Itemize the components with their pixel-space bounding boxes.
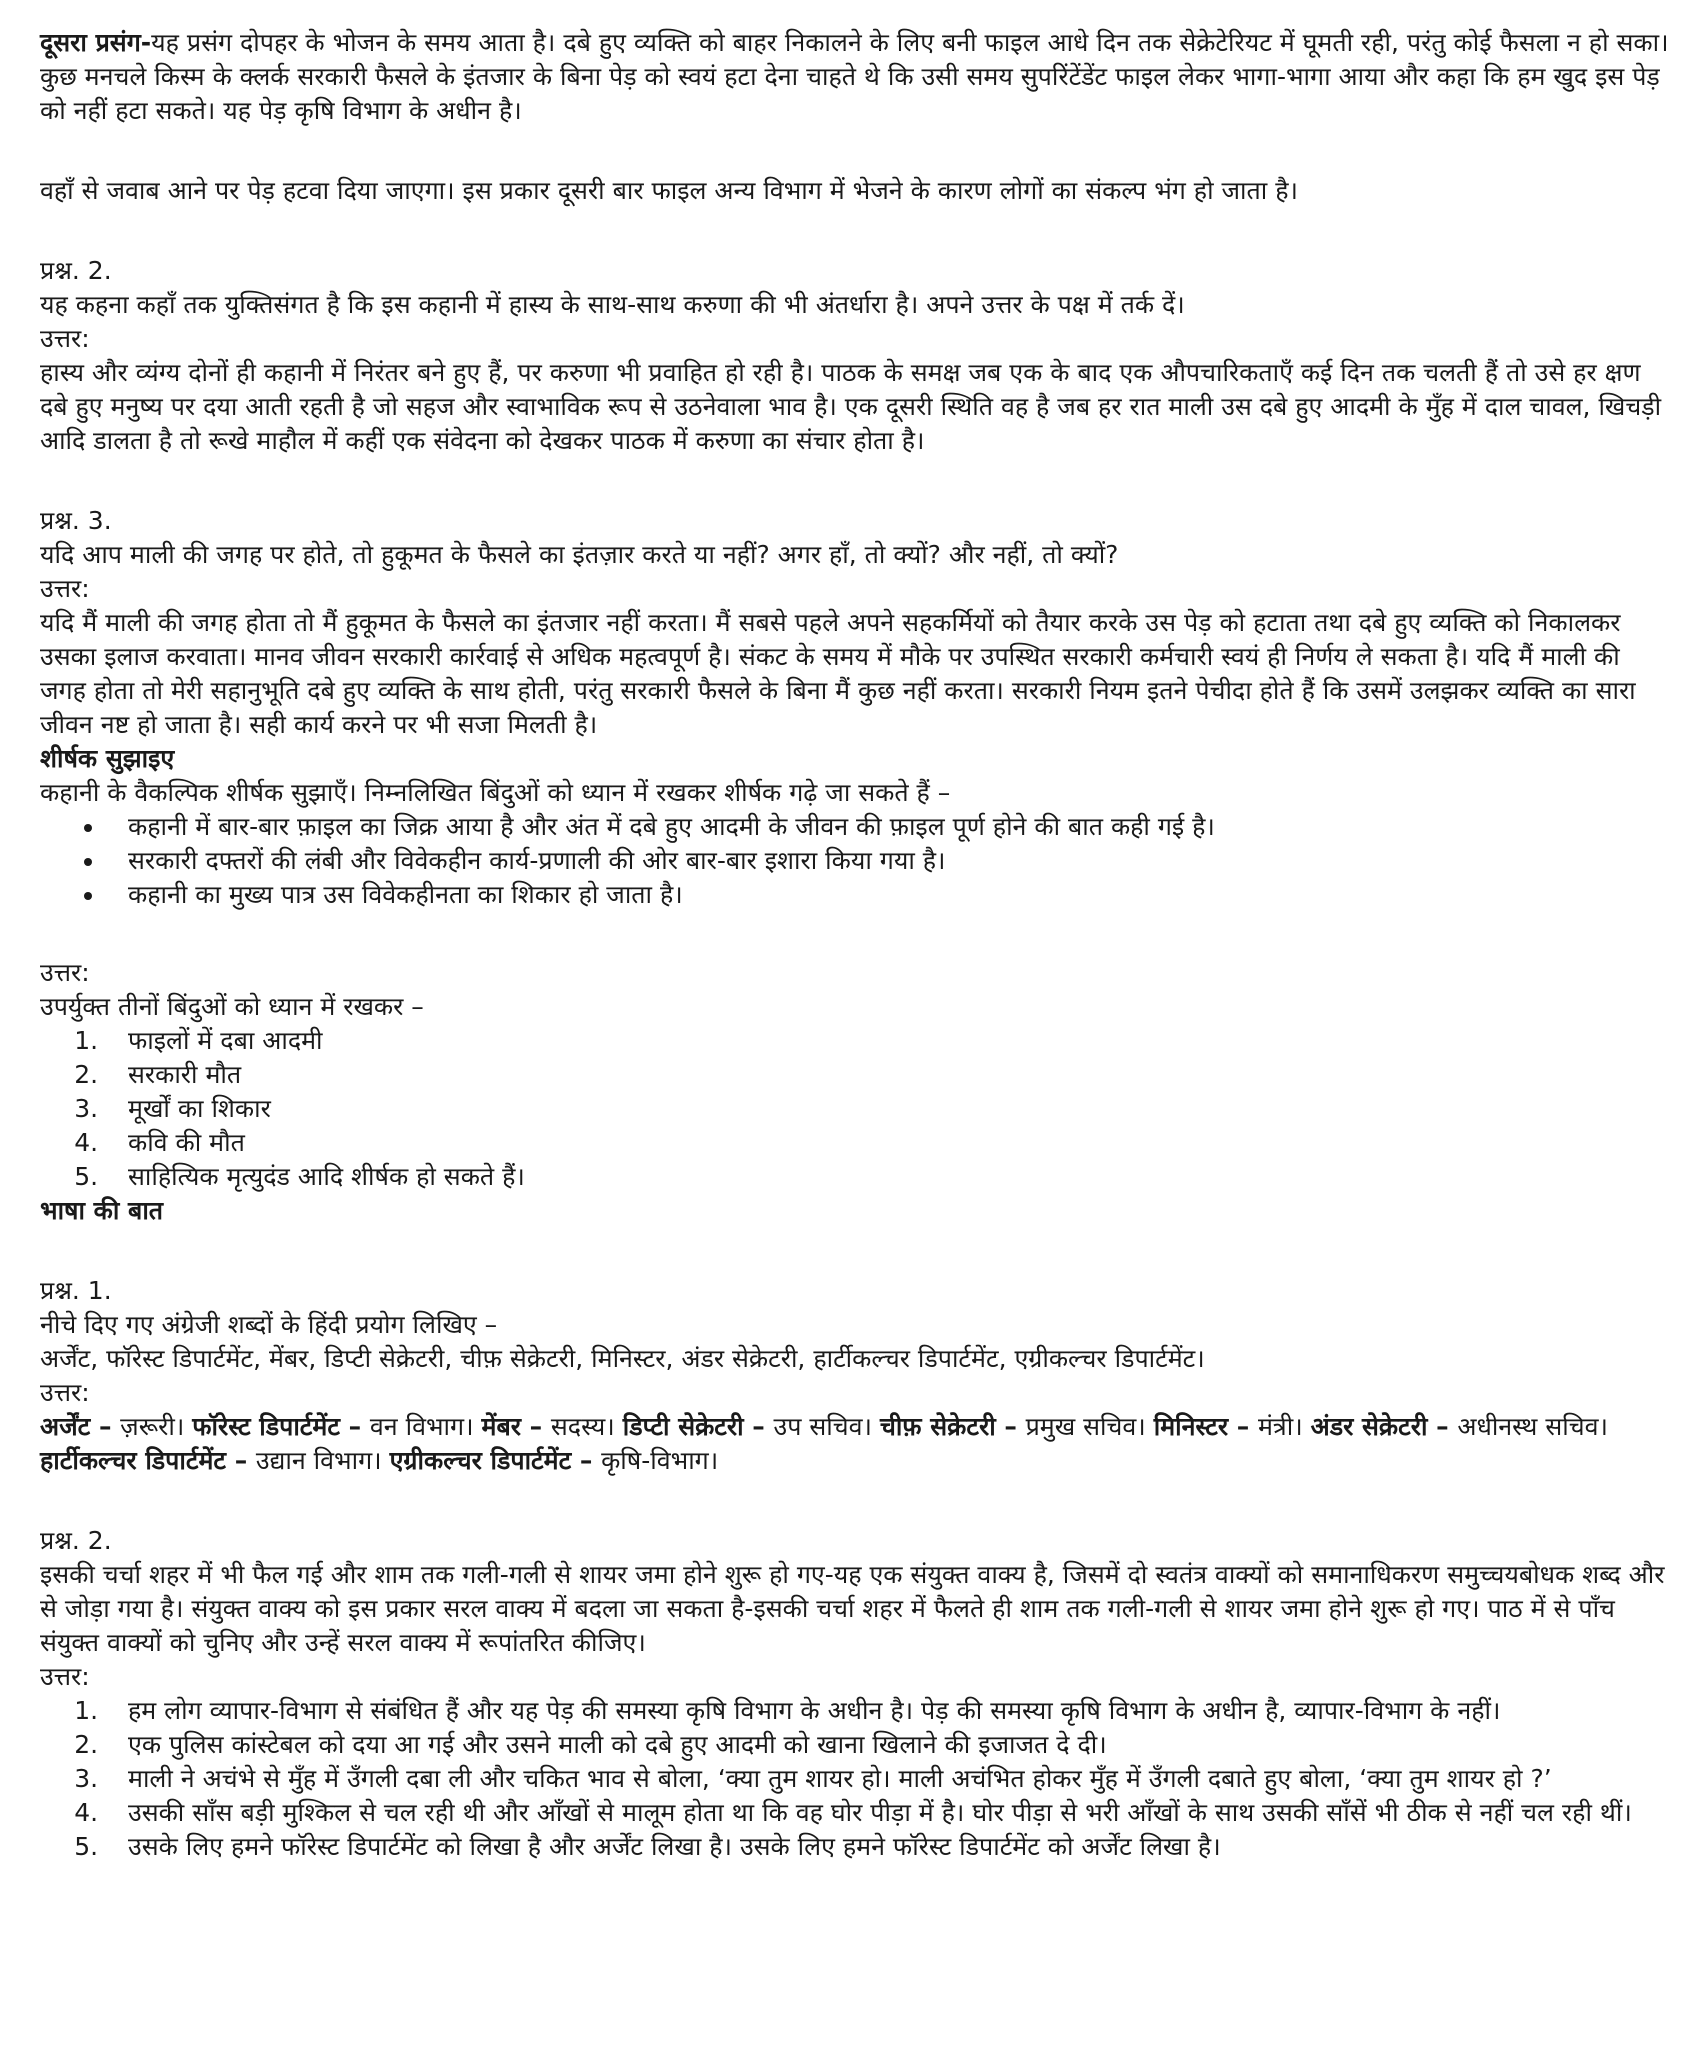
term-en: डिप्टी सेक्रेटरी – [622,1412,774,1441]
q3-answer: यदि मैं माली की जगह होता तो मैं हुकूमत के फैसले का इंतजार नहीं करता। मैं सबसे पहले अपने सहकर्मियों को तैयार करके उस पेड़ को हटाता तथा दबे हुए व्यक्ति को निकालकर उसका इलाज करवाता। मानव जीवन सरकारी कार्रवाई से अधिक महत्वपूर्ण है। संकट के समय में मौके पर उपस्थित सरकारी कर्मचारी स्वयं ही निर्णय ले सकता है। यदि मैं माली की जगह होता तो मेरी सहानुभूति दबे हुए व्यक्ति के साथ होती, परंतु सरकारी फैसले के बिना मैं कुछ नहीं करता। सरकारी नियम इतने पेचीदा होते हैं कि उसमें उलझकर व्यक्ति का सारा जीवन नष्ट हो जाता है। सही कार्य करने पर भी सजा मिलती है। [40,608,1636,739]
list-item: 2. एक पुलिस कांस्टेबल को दया आ गई और उसने माली को दबे हुए आदमी को खाना खिलाने की इजाजत दे दी। [106,1728,1670,1762]
term-hi: प्रमुख सचिव। [1025,1412,1146,1441]
q2-question: यह कहना कहाँ तक युक्तिसंगत है कि इस कहानी में हास्य के साथ-साथ करुणा की भी अंतर्धारा है। अपने उत्तर के पक्ष में तर्क दें। [40,290,1185,319]
q3-label: प्रश्न. 3. [40,506,112,535]
q2-answer: हास्य और व्यंग्य दोनों ही कहानी में निरंतर बने हुए हैं, पर करुणा भी प्रवाहित हो रही है। पाठक के समक्ष जब एक के बाद एक औपचारिकताएँ कई दिन तक चलती हैं तो उसे हर क्षण दबे हुए मनुष्य पर दया आती रहती है जो सहज और स्वाभाविक रूप से उठनेवाला भाव है। एक दूसरी स्थिति वह है जब हर रात माली उस दबे हुए आदमी के मुँह में दाल चावल, खिचड़ी आदि डालता है तो रूखे माहौल में कहीं एक संवेदना को देखकर पाठक में करुणा का संचार होता है। [40,358,1662,455]
term-en: एग्रीकल्चर डिपार्टमेंट – [389,1446,602,1475]
title-section-heading: शीर्षक सुझाइए [40,744,175,773]
q3-question: यदि आप माली की जगह पर होते, तो हुकूमत के फैसले का इंतज़ार करते या नहीं? अगर हाँ, तो क्यों? और नहीं, तो क्यों? [40,540,1119,569]
title-section-intro: कहानी के वैकल्पिक शीर्षक सुझाएँ। निम्नलिखित बिंदुओं को ध्यान में रखकर शीर्षक गढ़े जा सकते हैं – [40,778,951,807]
term-hi: सदस्य। [550,1412,615,1441]
language-section-heading: भाषा की बात [40,1196,164,1225]
lang-q1-answer-label: उत्तर: [40,1378,90,1407]
term-hi: ज़रूरी। [120,1412,185,1441]
term-en: मिनिस्टर – [1153,1412,1258,1441]
term-hi: कृषि-विभाग। [601,1446,719,1475]
term-en: चीफ़ सेक्रेटरी – [879,1412,1026,1441]
title-answer-intro: उपर्युक्त तीनों बिंदुओं को ध्यान में रखकर – [40,992,424,1021]
list-item: 4. कवि की मौत [106,1126,1670,1160]
list-item: 2. सरकारी मौत [106,1058,1670,1092]
list-item: 3. मूर्खों का शिकार [106,1092,1670,1126]
list-item: 5. साहित्यिक मृत्युदंड आदि शीर्षक हो सकते हैं। [106,1160,1670,1194]
term-hi: अधीनस्थ सचिव। [1457,1412,1608,1441]
lang-q2-question: इसकी चर्चा शहर में भी फैल गई और शाम तक गली-गली से शायर जमा होने शुरू हो गए-यह एक संयुक्त वाक्य है, जिसमें दो स्वतंत्र वाक्यों को समानाधिकरण समुच्चयबोधक शब्द और से जोड़ा गया है। संयुक्त वाक्य को इस प्रकार सरल वाक्य में बदला जा सकता है-इसकी चर्चा शहर में फैलते ही शाम तक गली-गली से शायर जमा होने शुरू हो गए। पाठ में से पाँच संयुक्त वाक्यों को चुनिए और उन्हें सरल वाक्य में रूपांतरित कीजिए। [40,1560,1665,1657]
term-en: हार्टीकल्चर डिपार्टमेंट – [40,1446,256,1475]
lang-q1-question: नीचे दिए गए अंग्रेजी शब्दों के हिंदी प्रयोग लिखिए – [40,1310,498,1339]
term-hi: वन विभाग। [369,1412,474,1441]
title-bullet-list [40,810,1670,912]
list-item: 5. उसके लिए हमने फॉरेस्ट डिपार्टमेंट को लिखा है और अर्जेंट लिखा है। उसके लिए हमने फॉरेस्ट डिपार्टमेंट को अर्जेंट लिखा है। [106,1830,1670,1864]
term-hi: उद्यान विभाग। [255,1446,382,1475]
term-hi: मंत्री। [1257,1412,1303,1441]
lang-q2-answer-list [40,1694,1670,1864]
list-item: 1. फाइलों में दबा आदमी [106,1024,1670,1058]
list-item: • सरकारी दफ्तरों की लंबी और विवेकहीन कार्य-प्रणाली की ओर बार-बार इशारा किया गया है। [106,844,1670,878]
lang-q1-label: प्रश्न. 1. [40,1276,112,1305]
list-item: 3. माली ने अचंभे से मुँह में उँगली दबा ली और चकित भाव से बोला, ‘क्या तुम शायर हो। माली अचंभित होकर मुँह में उँगली दबाते हुए बोला, ‘क्या तुम शायर हो ?’ [106,1762,1670,1796]
title-suggestions-list [40,1024,1670,1194]
intro-text: यह प्रसंग दोपहर के भोजन के समय आता है। दबे हुए व्यक्ति को बाहर निकालने के लिए बनी फाइल आधे दिन तक सेक्रेटेरियट में घूमती रही, परंतु कोई फैसला न हो सका। कुछ मनचले किस्म के क्लर्क सरकारी फैसले के इंतजार के बिना पेड़ को स्वयं हटा देना चाहते थे कि उसी समय सुपरिंटेंडेंट फाइल लेकर भागा-भागा आया और कहा कि हम खुद इस पेड़ को नहीं हटा सकते। यह पेड़ कृषि विभाग के अधीन है। [40,28,1669,125]
q2-answer-label: उत्तर: [40,324,90,353]
lang-q2-label: प्रश्न. 2. [40,1526,112,1555]
term-en: अंडर सेक्रेटरी – [1310,1412,1458,1441]
document-page [40,26,1670,1864]
list-item: • कहानी का मुख्य पात्र उस विवेकहीनता का शिकार हो जाता है। [106,878,1670,912]
term-en: फॉरेस्ट डिपार्टमेंट – [192,1412,370,1441]
term-hi: उप सचिव। [773,1412,872,1441]
list-item: • कहानी में बार-बार फ़ाइल का जिक्र आया है और अंत में दबे हुए आदमी के जीवन की फ़ाइल पूर्ण होने की बात कही गई है। [106,810,1670,844]
list-item: 4. उसकी साँस बड़ी मुश्किल से चल रही थी और आँखों से मालूम होता था कि वह घोर पीड़ा में है। घोर पीड़ा से भरी आँखों के साथ उसकी साँसें भी ठीक से नहीं चल रही थीं। [106,1796,1670,1830]
title-answer-label: उत्तर: [40,958,90,987]
lang-q2-answer-label: उत्तर: [40,1662,90,1691]
q3-answer-label: उत्तर: [40,574,90,603]
lang-q1-words: अर्जेंट, फॉरेस्ट डिपार्टमेंट, मेंबर, डिप्टी सेक्रेटरी, चीफ़ सेक्रेटरी, मिनिस्टर, अंडर सेक्रेटरी, हार्टीकल्चर डिपार्टमेंट, एग्रीकल्चर डिपार्टमेंट। [40,1344,1205,1373]
intro-label: दूसरा प्रसंग- [40,28,152,57]
lang-q1-answer [40,1410,1670,1478]
intro-paragraph-2: वहाँ से जवाब आने पर पेड़ हटवा दिया जाएगा। इस प्रकार दूसरी बार फाइल अन्य विभाग में भेजने के कारण लोगों का संकल्प भंग हो जाता है। [40,176,1298,205]
term-en: मेंबर – [481,1412,551,1441]
list-item: 1. हम लोग व्यापार-विभाग से संबंधित हैं और यह पेड़ की समस्या कृषि विभाग के अधीन है। पेड़ की समस्या कृषि विभाग के अधीन है, व्यापार-विभाग के नहीं। [106,1694,1670,1728]
term-en: अर्जेंट – [40,1412,121,1441]
q2-label: प्रश्न. 2. [40,256,112,285]
intro-paragraph [40,26,1670,128]
